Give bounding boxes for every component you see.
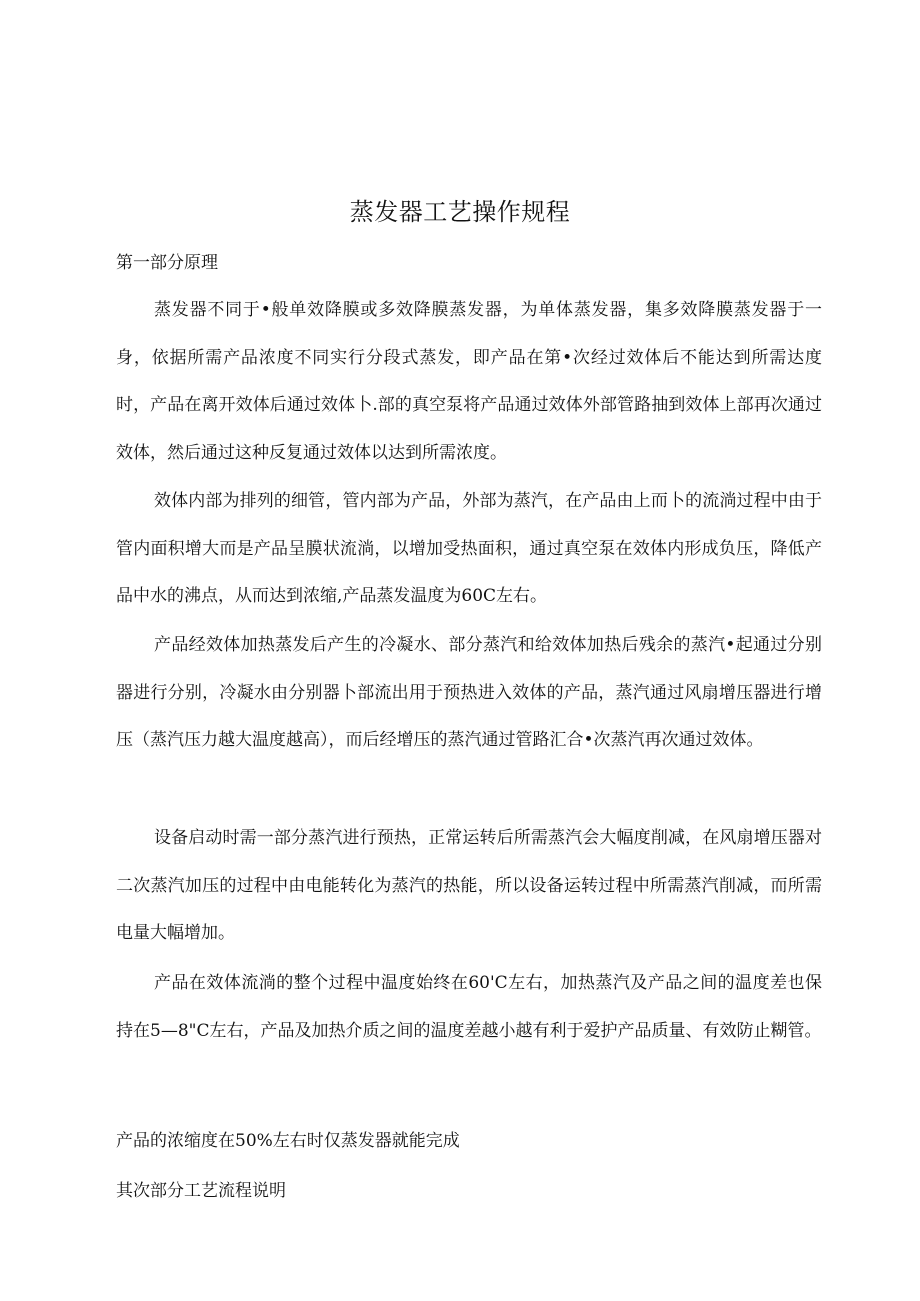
- paragraph-tube-structure: 效体内部为排列的细管，管内部为产品，外部为蒸汽，在产品由上而卜的流淌过程中由于管内面积增大而是产品呈膜状流淌，以增加受热面积，通过真空泵在效体内形成负压，降低产品中水的沸点，从而达到浓缩,产品蒸发温度为60C左右。: [116, 491, 822, 606]
- page-title: 蒸发器工艺操作规程: [349, 198, 571, 226]
- paragraph-evaporator-intro: 蒸发器不同于•般单效降膜或多效降膜蒸发器，为单体蒸发器，集多效降膜蒸发器于一身，依据所需产品浓度不同实行分段式蒸发，即产品在第•次经过效体后不能达到所需达度时，产品在离开效体后通过效体卜.部的真空泵将产品通过效体外部管路抽到效体上部再次通过效体，然后通过这种反复通过效体以达到所需浓度。: [116, 300, 822, 463]
- section-heading-process: 其次部分工艺流程说明: [116, 1181, 286, 1201]
- paragraph-separator-flow: 产品经效体加热蒸发后产生的冷凝水、部分蒸汽和给效体加热后残余的蒸汽•起通过分别器进行分别，冷凝水由分别器卜部流出用于预热进入效体的产品，蒸汽通过风扇增压器进行增压（蒸汽压力越大温度越高），而后经增压的蒸汽通过管路汇合•次蒸汽再次通过效体。: [116, 635, 822, 750]
- paragraph-startup-steam: 设备启动时需一部分蒸汽进行预热，正常运转后所需蒸汽会大幅度削减，在风扇增压器对二次蒸汽加压的过程中由电能转化为蒸汽的热能，所以设备运转过程中所需蒸汽削减，而所需电量大幅增加。: [116, 828, 822, 943]
- paragraph-temperature: 产品在效体流淌的整个过程中温度始终在60'C左右，加热蒸汽及产品之间的温度差也保持在5—8"C左右，产品及加热介质之间的温度差越小越有利于爱护产品质量、有效防止糊管。: [116, 973, 822, 1041]
- concentration-note: 产品的浓缩度在50%左右时仅蒸发器就能完成: [116, 1131, 460, 1151]
- section-heading-principle: 第一部分原理: [116, 253, 218, 273]
